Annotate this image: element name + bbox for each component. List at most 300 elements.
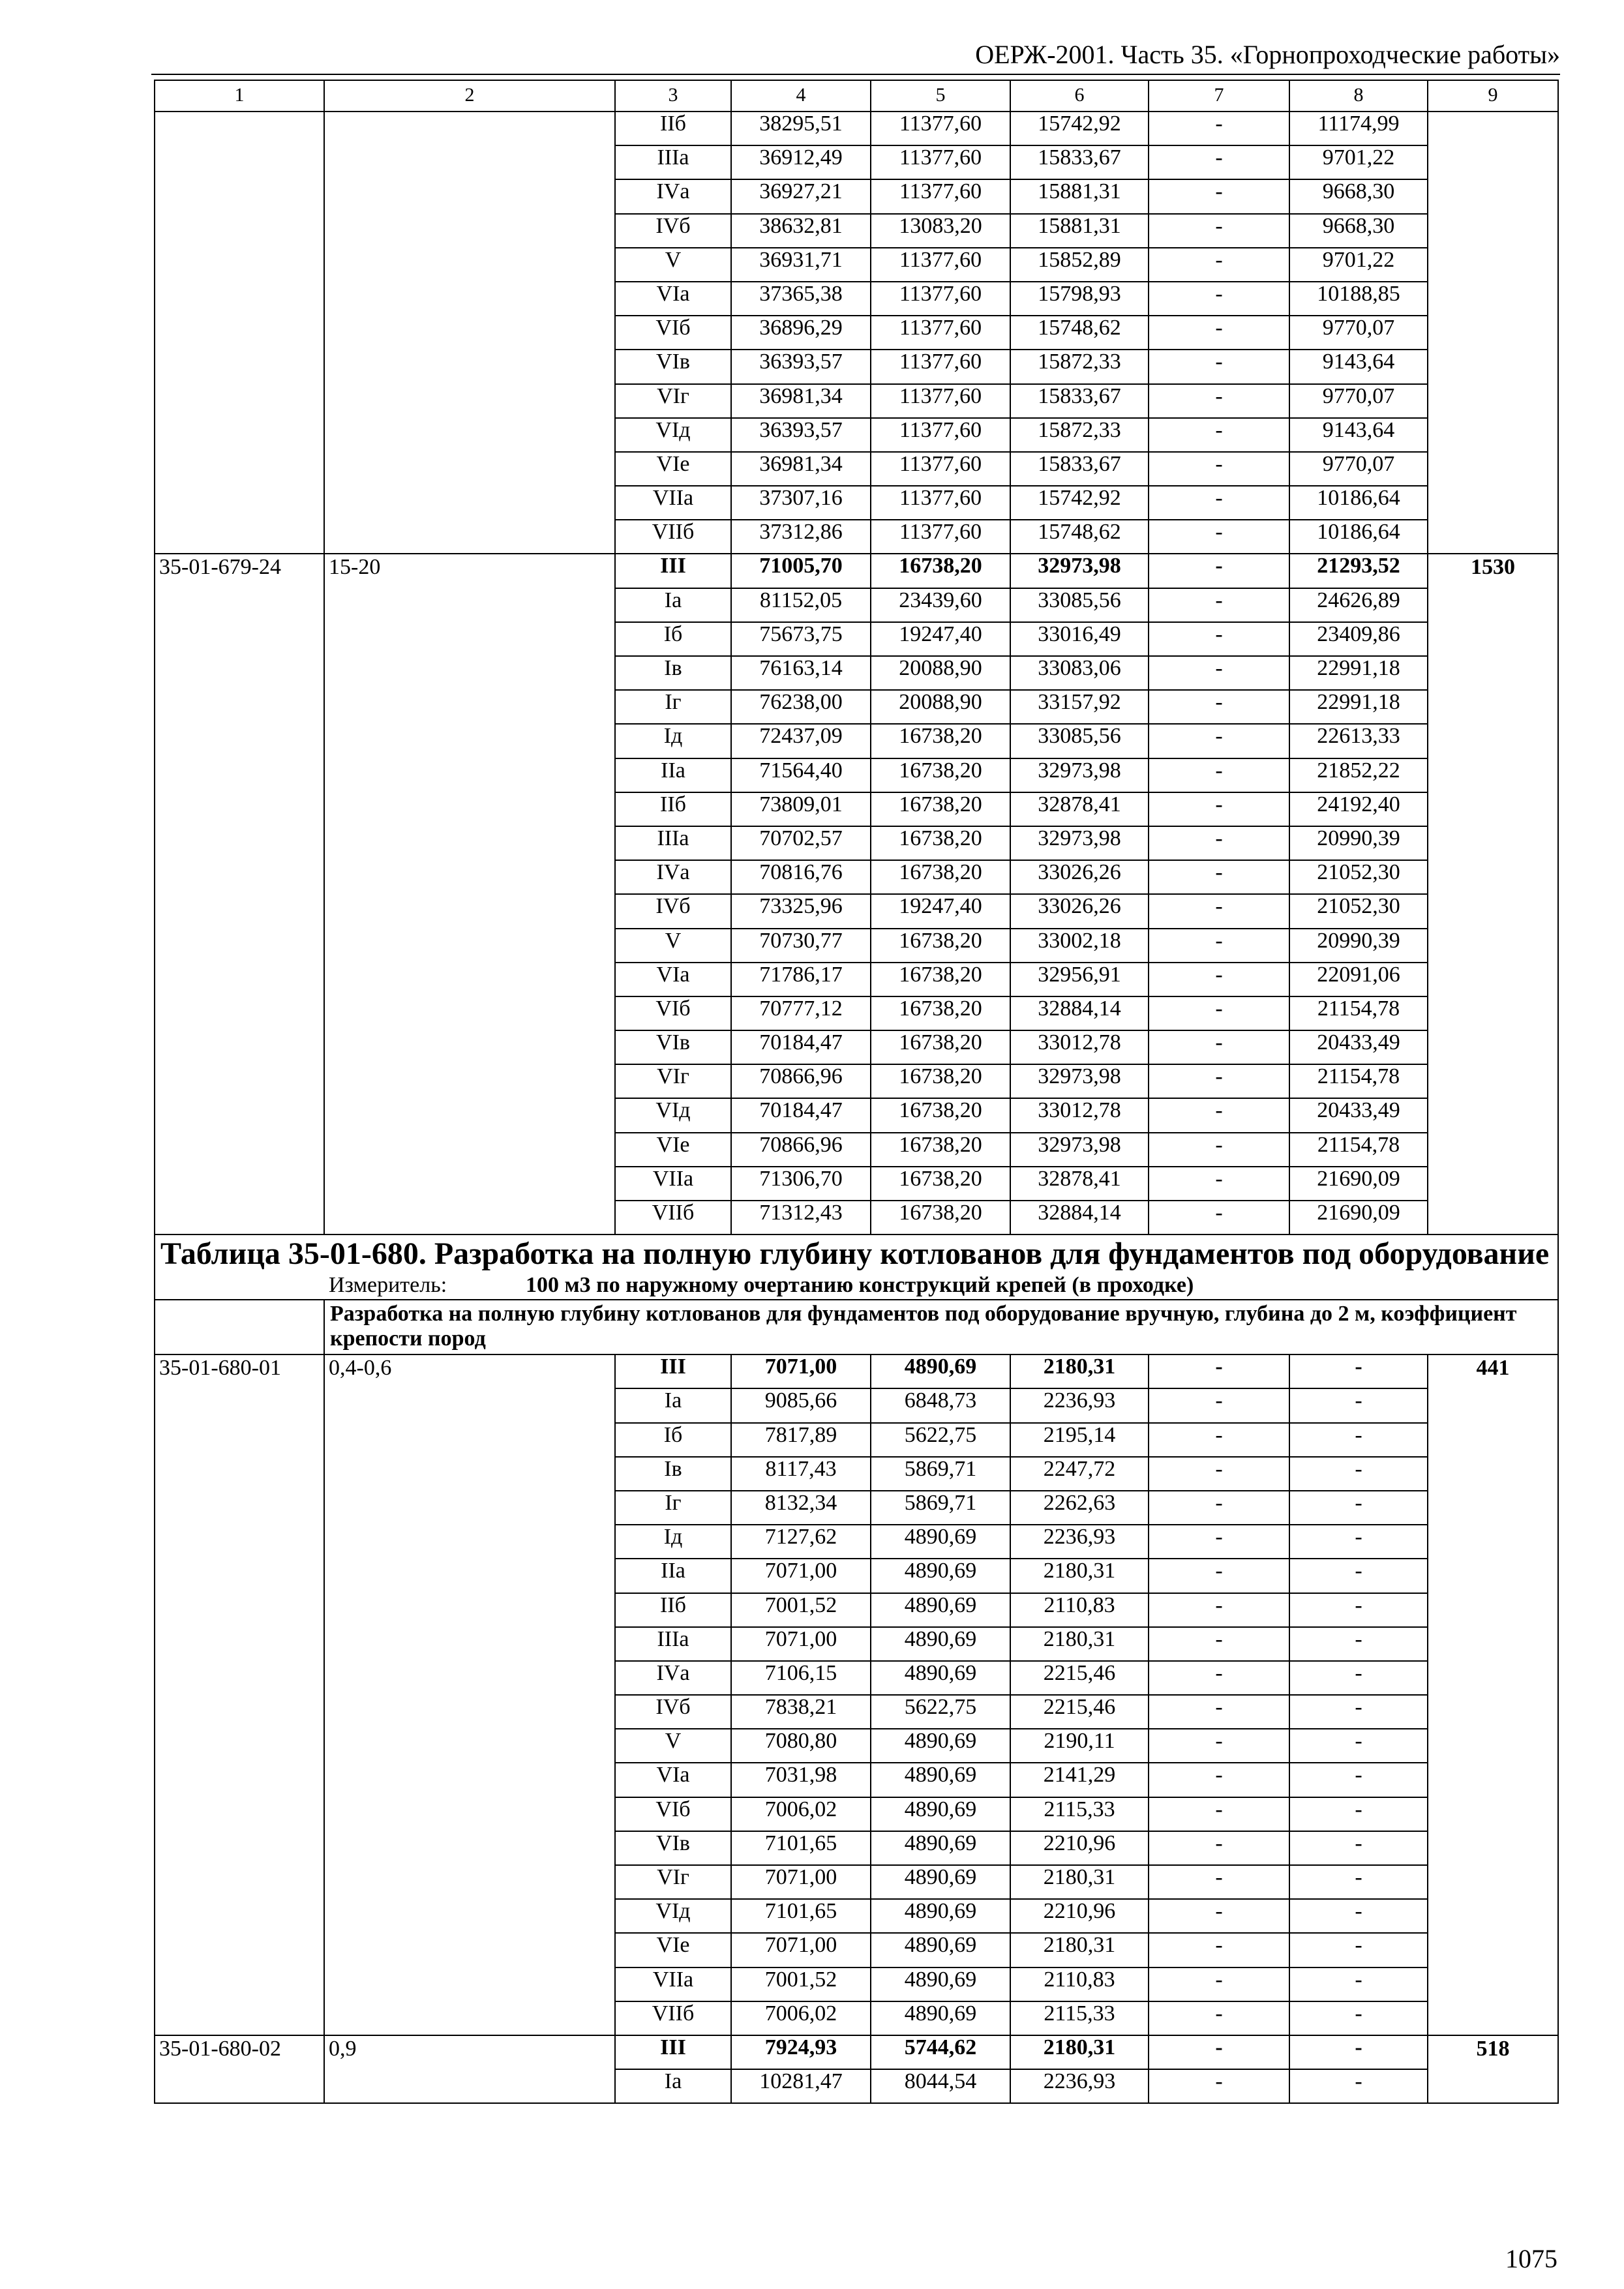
total-cell: 1530: [1428, 554, 1558, 1234]
value-cell-c7: -: [1149, 1661, 1289, 1695]
value-cell-c6: 15833,67: [1010, 384, 1149, 418]
value-cell-c6: 2236,93: [1010, 1525, 1149, 1559]
value-cell-c4: 75673,75: [731, 622, 871, 656]
column-number-cell: 6: [1010, 80, 1149, 112]
value-cell-c7: -: [1149, 1030, 1289, 1064]
value-cell-c7: -: [1149, 179, 1289, 213]
value-cell-c6: 32973,98: [1010, 758, 1149, 792]
value-cell-c6: 33002,18: [1010, 929, 1149, 963]
region-class-cell: IIIа: [615, 1627, 731, 1661]
value-cell-c8: 21154,78: [1289, 996, 1428, 1030]
region-class-cell: VIIб: [615, 520, 731, 554]
value-cell-c7: -: [1149, 1865, 1289, 1899]
value-cell-c6: 15881,31: [1010, 214, 1149, 248]
parameter-cell: 0,9: [324, 2035, 615, 2103]
value-cell-c8: -: [1289, 1354, 1428, 1388]
value-cell-c5: 6848,73: [871, 1388, 1010, 1422]
region-class-cell: VIIа: [615, 1167, 731, 1201]
value-cell-c5: 4890,69: [871, 1967, 1010, 2001]
value-cell-c7: -: [1149, 894, 1289, 928]
value-cell-c6: 2195,14: [1010, 1423, 1149, 1457]
value-cell-c6: 33012,78: [1010, 1098, 1149, 1132]
value-cell-c7: -: [1149, 1593, 1289, 1627]
value-cell-c7: -: [1149, 1133, 1289, 1167]
column-number-cell: 5: [871, 80, 1010, 112]
value-cell-c6: 2236,93: [1010, 2069, 1149, 2103]
value-cell-c6: 2210,96: [1010, 1831, 1149, 1865]
value-cell-c6: 15742,92: [1010, 486, 1149, 520]
region-class-cell: Iв: [615, 1457, 731, 1491]
value-cell-c7: -: [1149, 929, 1289, 963]
value-cell-c5: 4890,69: [871, 1593, 1010, 1627]
region-class-cell: Iа: [615, 2069, 731, 2103]
value-cell-c8: 9143,64: [1289, 418, 1428, 452]
value-cell-c6: 2115,33: [1010, 2001, 1149, 2035]
value-cell-c4: 38632,81: [731, 214, 871, 248]
value-cell-c5: 11377,60: [871, 248, 1010, 282]
value-cell-c7: -: [1149, 2069, 1289, 2103]
value-cell-c4: 7006,02: [731, 1797, 871, 1831]
value-cell-c6: 32884,14: [1010, 1201, 1149, 1234]
region-class-cell: VIIа: [615, 1967, 731, 2001]
value-cell-c7: -: [1149, 656, 1289, 690]
value-cell-c8: 10188,85: [1289, 282, 1428, 316]
section-subtitle: Разработка на полную глубину котлованов для фундаментов под оборудование вручную, глубина до 2 м, коэффициент крепости пород: [324, 1300, 1558, 1354]
parameter-cell: 0,4-0,6: [324, 1354, 615, 2035]
value-cell-c7: -: [1149, 724, 1289, 758]
value-cell-c7: -: [1149, 1354, 1289, 1388]
value-cell-c5: 16738,20: [871, 826, 1010, 860]
value-cell-c4: 81152,05: [731, 588, 871, 622]
value-cell-c7: -: [1149, 1729, 1289, 1763]
value-cell-c6: 15872,33: [1010, 350, 1149, 383]
value-cell-c4: 7071,00: [731, 1933, 871, 1967]
value-cell-c4: 7101,65: [731, 1831, 871, 1865]
value-cell-c7: -: [1149, 486, 1289, 520]
value-cell-c4: 70866,96: [731, 1064, 871, 1098]
column-number-cell: 7: [1149, 80, 1289, 112]
value-cell-c4: 71564,40: [731, 758, 871, 792]
value-cell-c6: 33085,56: [1010, 724, 1149, 758]
value-cell-c7: -: [1149, 826, 1289, 860]
value-cell-c5: 11377,60: [871, 112, 1010, 145]
value-cell-c4: 7001,52: [731, 1593, 871, 1627]
value-cell-c8: -: [1289, 1627, 1428, 1661]
value-cell-c4: 72437,09: [731, 724, 871, 758]
value-cell-c5: 16738,20: [871, 554, 1010, 588]
table-row: [155, 112, 1558, 145]
region-class-cell: IVа: [615, 1661, 731, 1695]
value-cell-c4: 70184,47: [731, 1030, 871, 1064]
region-class-cell: Iг: [615, 1491, 731, 1525]
region-class-cell: VIб: [615, 996, 731, 1030]
value-cell-c4: 70816,76: [731, 860, 871, 894]
value-cell-c6: 32956,91: [1010, 963, 1149, 996]
rate-code-cell: 35-01-680-01: [155, 1354, 324, 2035]
value-cell-c8: 21052,30: [1289, 860, 1428, 894]
value-cell-c6: 33026,26: [1010, 894, 1149, 928]
value-cell-c5: 16738,20: [871, 1167, 1010, 1201]
value-cell-c6: 15872,33: [1010, 418, 1149, 452]
value-cell-c6: 32973,98: [1010, 1133, 1149, 1167]
value-cell-c8: -: [1289, 2001, 1428, 2035]
value-cell-c5: 11377,60: [871, 282, 1010, 316]
value-cell-c5: 11377,60: [871, 350, 1010, 383]
region-class-cell: III: [615, 2035, 731, 2069]
region-class-cell: VIг: [615, 1064, 731, 1098]
value-cell-c6: 33026,26: [1010, 860, 1149, 894]
estimate-table: [154, 80, 1559, 2104]
section-title-row: [155, 1234, 1558, 1300]
header-rule: [151, 74, 1560, 75]
value-cell-c7: -: [1149, 792, 1289, 826]
value-cell-c8: 24626,89: [1289, 588, 1428, 622]
region-class-cell: VIе: [615, 452, 731, 486]
value-cell-c6: 2115,33: [1010, 1797, 1149, 1831]
value-cell-c7: -: [1149, 418, 1289, 452]
value-cell-c7: -: [1149, 1388, 1289, 1422]
total-cell: 518: [1428, 2035, 1558, 2103]
value-cell-c5: 4890,69: [871, 1763, 1010, 1797]
region-class-cell: IVа: [615, 860, 731, 894]
region-class-cell: Iа: [615, 1388, 731, 1422]
region-class-cell: VIа: [615, 282, 731, 316]
value-cell-c8: 21690,09: [1289, 1201, 1428, 1234]
value-cell-c4: 71306,70: [731, 1167, 871, 1201]
value-cell-c4: 73809,01: [731, 792, 871, 826]
value-cell-c7: -: [1149, 1491, 1289, 1525]
value-cell-c8: -: [1289, 1933, 1428, 1967]
region-class-cell: V: [615, 248, 731, 282]
value-cell-c7: -: [1149, 963, 1289, 996]
region-class-cell: VIе: [615, 1933, 731, 1967]
value-cell-c8: -: [1289, 1491, 1428, 1525]
region-class-cell: Iг: [615, 690, 731, 724]
value-cell-c8: 20990,39: [1289, 929, 1428, 963]
value-cell-c8: -: [1289, 2069, 1428, 2103]
value-cell-c7: -: [1149, 588, 1289, 622]
value-cell-c6: 15833,67: [1010, 145, 1149, 179]
value-cell-c7: -: [1149, 1899, 1289, 1933]
column-number-cell: 9: [1428, 80, 1558, 112]
value-cell-c6: 2236,93: [1010, 1388, 1149, 1422]
value-cell-c8: 10186,64: [1289, 486, 1428, 520]
value-cell-c8: -: [1289, 1593, 1428, 1627]
value-cell-c7: -: [1149, 1933, 1289, 1967]
value-cell-c5: 20088,90: [871, 656, 1010, 690]
value-cell-c4: 71005,70: [731, 554, 871, 588]
value-cell-c8: 21852,22: [1289, 758, 1428, 792]
estimate-table-body: [155, 80, 1558, 2103]
value-cell-c7: -: [1149, 1098, 1289, 1132]
value-cell-c5: 16738,20: [871, 1133, 1010, 1167]
value-cell-c5: 11377,60: [871, 384, 1010, 418]
value-cell-c4: 8117,43: [731, 1457, 871, 1491]
region-class-cell: VIв: [615, 1831, 731, 1865]
value-cell-c4: 7031,98: [731, 1763, 871, 1797]
rate-code-cell: [155, 112, 324, 554]
value-cell-c6: 2110,83: [1010, 1967, 1149, 2001]
value-cell-c7: -: [1149, 520, 1289, 554]
value-cell-c5: 13083,20: [871, 214, 1010, 248]
value-cell-c5: 11377,60: [871, 486, 1010, 520]
region-class-cell: IVа: [615, 179, 731, 213]
value-cell-c7: -: [1149, 1797, 1289, 1831]
value-cell-c6: 2141,29: [1010, 1763, 1149, 1797]
value-cell-c8: 9668,30: [1289, 179, 1428, 213]
value-cell-c4: 7106,15: [731, 1661, 871, 1695]
region-class-cell: VIд: [615, 1899, 731, 1933]
value-cell-c5: 19247,40: [871, 894, 1010, 928]
region-class-cell: V: [615, 1729, 731, 1763]
region-class-cell: V: [615, 929, 731, 963]
value-cell-c7: -: [1149, 316, 1289, 350]
value-cell-c8: -: [1289, 1729, 1428, 1763]
value-cell-c5: 4890,69: [871, 2001, 1010, 2035]
value-cell-c7: -: [1149, 1695, 1289, 1729]
value-cell-c8: -: [1289, 1457, 1428, 1491]
value-cell-c5: 20088,90: [871, 690, 1010, 724]
value-cell-c8: 9770,07: [1289, 316, 1428, 350]
value-cell-c6: 32973,98: [1010, 554, 1149, 588]
region-class-cell: VIб: [615, 1797, 731, 1831]
region-class-cell: VIг: [615, 384, 731, 418]
value-cell-c4: 36981,34: [731, 384, 871, 418]
value-cell-c6: 15881,31: [1010, 179, 1149, 213]
value-cell-c8: -: [1289, 1661, 1428, 1695]
value-cell-c8: 11174,99: [1289, 112, 1428, 145]
value-cell-c8: 9701,22: [1289, 145, 1428, 179]
value-cell-c8: -: [1289, 1797, 1428, 1831]
page-number: 1075: [1505, 2244, 1557, 2273]
value-cell-c7: -: [1149, 145, 1289, 179]
value-cell-c8: 22091,06: [1289, 963, 1428, 996]
value-cell-c8: 20433,49: [1289, 1098, 1428, 1132]
value-cell-c6: 15798,93: [1010, 282, 1149, 316]
region-class-cell: IVб: [615, 214, 731, 248]
value-cell-c5: 11377,60: [871, 316, 1010, 350]
value-cell-c5: 5622,75: [871, 1423, 1010, 1457]
value-cell-c4: 36393,57: [731, 350, 871, 383]
value-cell-c5: 16738,20: [871, 1201, 1010, 1234]
value-cell-c8: 22991,18: [1289, 690, 1428, 724]
value-cell-c7: -: [1149, 622, 1289, 656]
region-class-cell: VIд: [615, 1098, 731, 1132]
value-cell-c5: 11377,60: [871, 452, 1010, 486]
value-cell-c7: -: [1149, 112, 1289, 145]
value-cell-c7: -: [1149, 1831, 1289, 1865]
value-cell-c6: 2180,31: [1010, 1865, 1149, 1899]
value-cell-c5: 11377,60: [871, 145, 1010, 179]
value-cell-c7: -: [1149, 1201, 1289, 1234]
value-cell-c8: -: [1289, 1831, 1428, 1865]
value-cell-c5: 16738,20: [871, 1098, 1010, 1132]
region-class-cell: VIе: [615, 1133, 731, 1167]
value-cell-c4: 7924,93: [731, 2035, 871, 2069]
region-class-cell: III: [615, 1354, 731, 1388]
value-cell-c8: -: [1289, 1559, 1428, 1593]
value-cell-c6: 32973,98: [1010, 1064, 1149, 1098]
region-class-cell: VIв: [615, 1030, 731, 1064]
value-cell-c8: 9143,64: [1289, 350, 1428, 383]
value-cell-c4: 76238,00: [731, 690, 871, 724]
value-cell-c7: -: [1149, 248, 1289, 282]
value-cell-c4: 7127,62: [731, 1525, 871, 1559]
value-cell-c5: 4890,69: [871, 1559, 1010, 1593]
value-cell-c5: 16738,20: [871, 860, 1010, 894]
value-cell-c7: -: [1149, 996, 1289, 1030]
value-cell-c4: 7071,00: [731, 1354, 871, 1388]
value-cell-c5: 16738,20: [871, 1064, 1010, 1098]
column-number-cell: 1: [155, 80, 324, 112]
value-cell-c8: 9701,22: [1289, 248, 1428, 282]
value-cell-c7: -: [1149, 2001, 1289, 2035]
value-cell-c5: 16738,20: [871, 792, 1010, 826]
region-class-cell: IIIа: [615, 826, 731, 860]
value-cell-c7: -: [1149, 1064, 1289, 1098]
value-cell-c5: 4890,69: [871, 1933, 1010, 1967]
region-class-cell: VIIа: [615, 486, 731, 520]
value-cell-c6: 2262,63: [1010, 1491, 1149, 1525]
value-cell-c7: -: [1149, 1559, 1289, 1593]
value-cell-c6: 32884,14: [1010, 996, 1149, 1030]
value-cell-c6: 2110,83: [1010, 1593, 1149, 1627]
value-cell-c5: 16738,20: [871, 1030, 1010, 1064]
value-cell-c4: 7101,65: [731, 1899, 871, 1933]
value-cell-c8: 21293,52: [1289, 554, 1428, 588]
region-class-cell: IVб: [615, 894, 731, 928]
value-cell-c6: 2180,31: [1010, 2035, 1149, 2069]
meter-value: 100 м3 по наружному очертанию конструкций крепей (в проходке): [526, 1273, 1194, 1298]
value-cell-c5: 8044,54: [871, 2069, 1010, 2103]
value-cell-c8: 22991,18: [1289, 656, 1428, 690]
region-class-cell: Iв: [615, 656, 731, 690]
value-cell-c5: 4890,69: [871, 1661, 1010, 1695]
value-cell-c7: -: [1149, 350, 1289, 383]
table-row: [155, 554, 1558, 588]
value-cell-c6: 2180,31: [1010, 1354, 1149, 1388]
value-cell-c4: 7080,80: [731, 1729, 871, 1763]
value-cell-c5: 4890,69: [871, 1797, 1010, 1831]
rate-code-cell: 35-01-679-24: [155, 554, 324, 1234]
value-cell-c6: 2180,31: [1010, 1627, 1149, 1661]
region-class-cell: Iа: [615, 588, 731, 622]
region-class-cell: VIд: [615, 418, 731, 452]
value-cell-c7: -: [1149, 1967, 1289, 2001]
value-cell-c4: 8132,34: [731, 1491, 871, 1525]
value-cell-c6: 32878,41: [1010, 1167, 1149, 1201]
value-cell-c5: 4890,69: [871, 1865, 1010, 1899]
value-cell-c5: 11377,60: [871, 520, 1010, 554]
value-cell-c8: 23409,86: [1289, 622, 1428, 656]
value-cell-c5: 5869,71: [871, 1457, 1010, 1491]
parameter-cell: [324, 112, 615, 554]
region-class-cell: Iб: [615, 1423, 731, 1457]
value-cell-c4: 36981,34: [731, 452, 871, 486]
value-cell-c6: 2180,31: [1010, 1933, 1149, 1967]
value-cell-c5: 5622,75: [871, 1695, 1010, 1729]
value-cell-c4: 36927,21: [731, 179, 871, 213]
value-cell-c4: 7001,52: [731, 1967, 871, 2001]
region-class-cell: III: [615, 554, 731, 588]
value-cell-c7: -: [1149, 1423, 1289, 1457]
value-cell-c8: -: [1289, 1967, 1428, 2001]
value-cell-c8: -: [1289, 1388, 1428, 1422]
value-cell-c7: -: [1149, 1763, 1289, 1797]
region-class-cell: VIIб: [615, 1201, 731, 1234]
region-class-cell: IVб: [615, 1695, 731, 1729]
value-cell-c7: -: [1149, 384, 1289, 418]
region-class-cell: IIб: [615, 1593, 731, 1627]
value-cell-c4: 38295,51: [731, 112, 871, 145]
value-cell-c5: 16738,20: [871, 758, 1010, 792]
value-cell-c6: 2215,46: [1010, 1661, 1149, 1695]
value-cell-c6: 2190,11: [1010, 1729, 1149, 1763]
region-class-cell: Iд: [615, 1525, 731, 1559]
value-cell-c4: 7071,00: [731, 1865, 871, 1899]
value-cell-c6: 32973,98: [1010, 826, 1149, 860]
value-cell-c8: 9668,30: [1289, 214, 1428, 248]
value-cell-c7: -: [1149, 860, 1289, 894]
value-cell-c4: 70702,57: [731, 826, 871, 860]
value-cell-c8: 9770,07: [1289, 452, 1428, 486]
value-cell-c5: 11377,60: [871, 179, 1010, 213]
value-cell-c6: 32878,41: [1010, 792, 1149, 826]
region-class-cell: Iд: [615, 724, 731, 758]
value-cell-c8: 21154,78: [1289, 1133, 1428, 1167]
value-cell-c8: -: [1289, 1763, 1428, 1797]
value-cell-c8: 10186,64: [1289, 520, 1428, 554]
value-cell-c4: 9085,66: [731, 1388, 871, 1422]
value-cell-c4: 71786,17: [731, 963, 871, 996]
column-number-cell: 3: [615, 80, 731, 112]
region-class-cell: IIа: [615, 758, 731, 792]
value-cell-c5: 4890,69: [871, 1354, 1010, 1388]
value-cell-c5: 16738,20: [871, 724, 1010, 758]
region-class-cell: VIа: [615, 963, 731, 996]
value-cell-c4: 36931,71: [731, 248, 871, 282]
total-cell: [1428, 112, 1558, 554]
value-cell-c7: -: [1149, 1167, 1289, 1201]
meter-label: Измеритель:: [329, 1273, 447, 1298]
region-class-cell: IIIа: [615, 145, 731, 179]
value-cell-c5: 23439,60: [871, 588, 1010, 622]
value-cell-c7: -: [1149, 282, 1289, 316]
value-cell-c7: -: [1149, 2035, 1289, 2069]
value-cell-c5: 4890,69: [871, 1831, 1010, 1865]
value-cell-c5: 16738,20: [871, 996, 1010, 1030]
value-cell-c8: -: [1289, 2035, 1428, 2069]
value-cell-c4: 10281,47: [731, 2069, 871, 2103]
section-subtitle-row: [155, 1300, 1558, 1354]
value-cell-c8: -: [1289, 1695, 1428, 1729]
value-cell-c7: -: [1149, 1525, 1289, 1559]
region-class-cell: IIа: [615, 1559, 731, 1593]
value-cell-c7: -: [1149, 214, 1289, 248]
table-row: [155, 2035, 1558, 2069]
meter-line: [160, 1272, 1552, 1299]
region-class-cell: VIа: [615, 1763, 731, 1797]
column-number-cell: 4: [731, 80, 871, 112]
value-cell-c8: 21690,09: [1289, 1167, 1428, 1201]
region-class-cell: IIб: [615, 792, 731, 826]
column-number-cell: 2: [324, 80, 615, 112]
value-cell-c4: 37307,16: [731, 486, 871, 520]
value-cell-c6: 15833,67: [1010, 452, 1149, 486]
value-cell-c6: 15748,62: [1010, 316, 1149, 350]
value-cell-c4: 37365,38: [731, 282, 871, 316]
value-cell-c6: 2247,72: [1010, 1457, 1149, 1491]
